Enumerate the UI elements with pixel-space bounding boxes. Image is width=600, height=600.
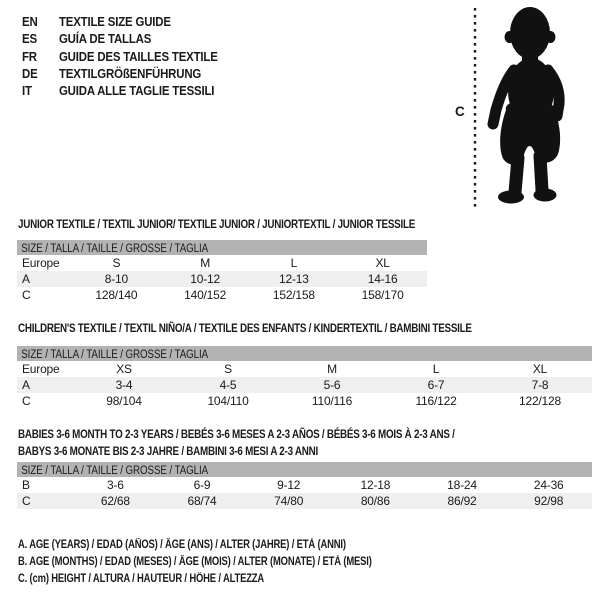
size-cell: 9-12 xyxy=(277,478,301,492)
size-cell: 128/140 xyxy=(95,288,138,302)
size-cell: 4-5 xyxy=(219,378,237,392)
children-size-table xyxy=(17,346,592,409)
junior-size-table xyxy=(17,240,427,303)
footnote-c: C. (cm) HEIGHT / ALTURA / HAUTEUR / HÖHE / ALTEZZA xyxy=(18,573,265,586)
language-code: IT xyxy=(22,83,32,99)
junior-table-rows xyxy=(17,255,427,303)
size-cell: 14-16 xyxy=(367,272,398,286)
size-cell: 3-6 xyxy=(106,478,124,492)
row-label: C xyxy=(22,288,31,302)
size-cell: L xyxy=(432,362,440,376)
language-title-list xyxy=(22,13,244,99)
junior-table-title: JUNIOR TEXTILE / TEXTIL JUNIOR/ TEXTILE JUNIOR / JUNIORTEXTIL / JUNIOR TESSILE xyxy=(18,217,416,231)
size-cell: 18-24 xyxy=(447,478,477,492)
size-cell: XS xyxy=(116,362,132,376)
size-cell: 122/128 xyxy=(519,394,561,408)
size-cell: 92/98 xyxy=(534,494,564,508)
language-title: GUIDA ALLE TAGLIE TESSILI xyxy=(58,83,215,99)
size-cell: 5-6 xyxy=(323,378,341,392)
babies-row-c xyxy=(17,493,592,509)
language-code: FR xyxy=(22,48,37,64)
babies-table-title-line-1: BABIES 3-6 MONTH TO 2-3 YEARS / BEBÉS 3-6 MESES A 2-3 AÑOS / BÉBÉS 3-6 MOIS À 2-3 ANS / xyxy=(18,427,455,441)
size-cell: 10-12 xyxy=(190,272,220,286)
language-row-de xyxy=(22,65,218,82)
row-label: B xyxy=(22,478,30,492)
children-row-c xyxy=(17,393,592,409)
babies-table-title-line-2: BABYS 3-6 MONATE BIS 2-3 JAHRE / BAMBINI 3-6 MESI A 2-3 ANNI xyxy=(18,443,318,458)
language-title: TEXTILGRÖßENFÜHRUNG xyxy=(58,65,202,81)
size-cell: M xyxy=(327,362,337,376)
children-row-a xyxy=(17,377,592,393)
size-cell: L xyxy=(290,256,298,270)
language-row-fr xyxy=(22,48,218,65)
junior-row-c xyxy=(17,287,427,303)
babies-size-table xyxy=(17,462,592,509)
language-code: DE xyxy=(22,65,38,81)
size-cell: XL xyxy=(532,362,548,376)
size-cell: S xyxy=(112,256,121,270)
language-title: GUÍA DE TALLAS xyxy=(58,31,152,47)
size-cell: 3-4 xyxy=(115,378,133,392)
size-cell: 12-13 xyxy=(279,272,309,286)
size-cell: 74/80 xyxy=(274,494,304,508)
language-title: GUIDE DES TAILLES TEXTILE xyxy=(58,48,218,64)
language-title: TEXTILE SIZE GUIDE xyxy=(58,14,171,29)
row-label: A xyxy=(22,272,30,286)
size-header-bar xyxy=(17,462,592,477)
size-cell: 158/170 xyxy=(361,288,404,302)
footnote-a: A. AGE (YEARS) / EDAD (AÑOS) / ÂGE (ANS) / ALTER (JAHRE) / ETÀ (ANNI) xyxy=(18,539,346,551)
size-cell: 110/116 xyxy=(311,394,353,408)
size-cell: 80/86 xyxy=(360,494,390,508)
junior-row-a xyxy=(17,271,427,287)
babies-table-rows xyxy=(17,477,592,509)
size-cell: XL xyxy=(375,256,390,270)
size-cell: 62/68 xyxy=(100,494,130,508)
size-cell: 12-18 xyxy=(360,478,391,492)
footnote-b: B. AGE (MONTHS) / EDAD (MESES) / ÂGE (MOIS) / ALTER (MONATE) / ETÀ (MESI) xyxy=(18,556,372,569)
babies-table-title xyxy=(18,426,455,459)
size-cell: 6-7 xyxy=(427,378,445,392)
row-label: A xyxy=(22,378,30,392)
size-header-label: SIZE / TALLA / TAILLE / GRÖSSE / TAGLIA xyxy=(21,243,209,255)
size-cell: 116/122 xyxy=(415,394,457,408)
size-cell: M xyxy=(200,256,211,270)
size-header-label: SIZE / TALLA / TAILLE / GRÖSSE / TAGLIA xyxy=(21,349,209,361)
row-label: Europe xyxy=(22,362,60,376)
size-header-label: SIZE / TALLA / TAILLE / GRÖSSE / TAGLIA xyxy=(21,465,209,477)
row-label: Europe xyxy=(22,256,60,270)
size-header-bar xyxy=(17,240,427,255)
footnotes xyxy=(18,537,449,589)
size-cell: S xyxy=(224,362,232,376)
language-row-es xyxy=(22,30,218,47)
size-cell: 152/158 xyxy=(272,288,315,302)
size-cell: 140/152 xyxy=(184,288,227,302)
size-header-bar xyxy=(17,346,592,361)
size-cell: 104/110 xyxy=(207,394,249,408)
size-cell: 7-8 xyxy=(531,378,549,392)
size-cell: 86/92 xyxy=(447,494,477,508)
language-code: ES xyxy=(22,31,37,47)
row-label: C xyxy=(22,494,31,508)
babies-row-b xyxy=(17,477,592,493)
children-table-rows xyxy=(17,361,592,409)
children-row-europe xyxy=(17,361,592,377)
size-cell: 8-10 xyxy=(104,272,128,286)
size-cell: 68/74 xyxy=(187,494,217,508)
baby-height-figure xyxy=(440,4,588,211)
junior-row-europe xyxy=(17,255,427,271)
baby-silhouette xyxy=(493,7,560,204)
size-cell: 98/104 xyxy=(106,394,142,408)
size-cell: 6-9 xyxy=(193,478,211,492)
language-row-it xyxy=(22,82,218,99)
height-label-c: C xyxy=(455,104,465,119)
row-label: C xyxy=(22,394,31,408)
language-code: EN xyxy=(22,14,38,29)
children-table-title: CHILDREN'S TEXTILE / TEXTIL NIÑO/A / TEXTILE DES ENFANTS / KINDERTEXTIL / BAMBINI TESSILE xyxy=(18,321,472,335)
size-cell: 24-36 xyxy=(533,478,564,492)
language-row-en xyxy=(22,13,218,30)
